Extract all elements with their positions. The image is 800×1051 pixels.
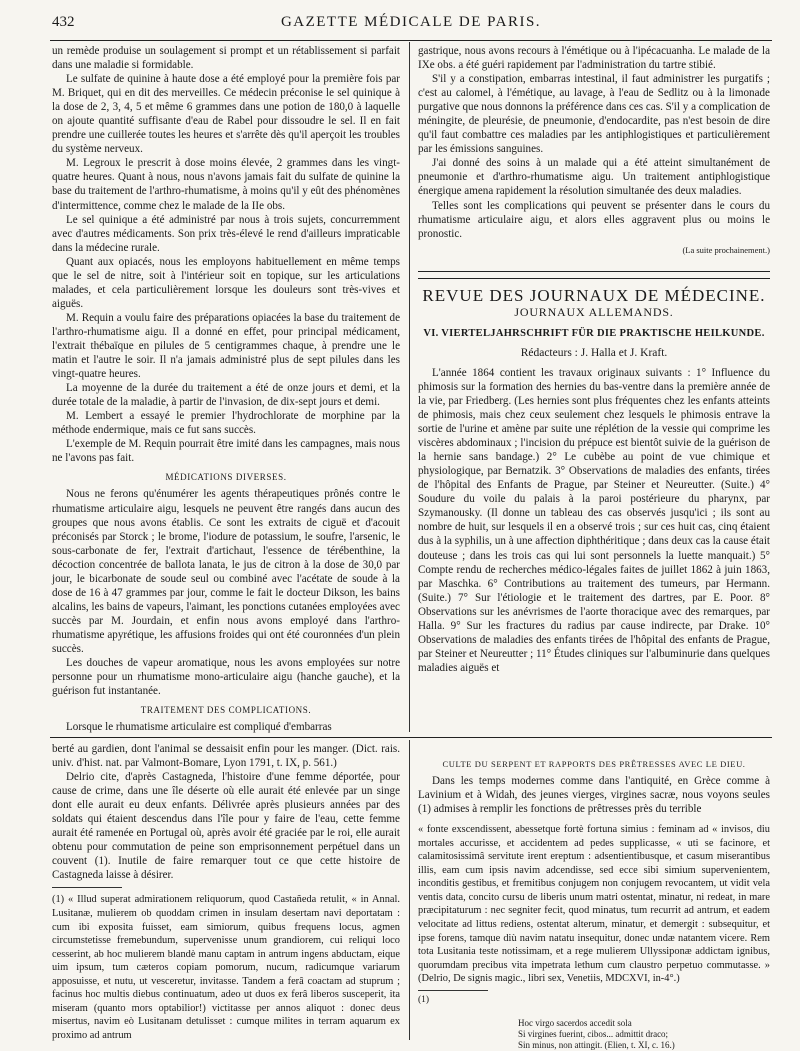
paragraph: M. Lembert a essayé le premier l'hydrochlorate de morphine par la méthode endermique, mais ce fut sans succès. [52, 410, 400, 437]
latin-quote [418, 823, 770, 986]
revue-subtitle: JOURNAUX ALLEMANDS. [514, 304, 674, 319]
editors-line: Rédacteurs : J. Halla et J. Kraft. [520, 346, 668, 359]
paragraph: Lorsque le rhumatisme articulaire est compliqué d'embarras [66, 721, 332, 734]
footer-rule [50, 737, 772, 738]
paragraph: Dans les temps modernes comme dans l'antiquité, en Grèce comme à Lavinium et à Widah, des jeunes vierges, virgines sacræ, nous voyons seules (1) admises à remplir les fonctions de prêtresses près du terrible [418, 775, 770, 816]
paragraph: Delrio cite, d'après Castagneda, l'histoire d'une femme déportée, pour cause de crime, dans une île déserte où elle aurait été enlevée par un singe dont elle aurait eu deux enfants. Délivrée après plusieurs années par des soldats qui étaient descendus dans l'île pour y faire de l'eau, cette femme aurait été ramenée en Portugal où, après avoir été graciée par le roi, elle aurait obtenu pour commutation de peine son emprisonnement perpétuel dans un couvent (1). Inutile de faire remarquer tout ce que cette histoire de Castagneda laisse à désirer. [52, 771, 400, 882]
bottom-right-column [418, 752, 770, 1007]
footnote-text: (1) « Illud superat admirationem reliquorum, quod Castañeda retulit, « in Annal. Lusitanæ, mulierem ob quoddam crimen in insulam desertam navi deportatam : cum ibi exposita fuisset, eam simiorum, quibus frequens locus, agmen circumstetisse fremebundum, supervenisse unum grandiorem, cui reliqui loco cesserint, ab hoc mulierem blandè manu captam in antrum ingens abductam, eique uim ipsum, tum cæteros copiam pomorum, nucum, radicumque variarum apposuisse, et nutu, ut vesceretur, invitasse. Tandem a ferâ coactam ad stuprum ; facinus hoc multis diebus continuatum, adeo ut duos ex ferâ liberos susceperit, ita miseram (quanto mors optabilior!) victitasse per annos aliquot : donec deus misertus, navim eò Lusitanam detulisset : cumque milites in terram aquarum ex proximo ad antrum [52, 894, 400, 1041]
paragraph: L'année 1864 contient les travaux originaux suivants : 1° Influence du phimosis sur la formation des hernies du bas-ventre dans la première année de la vie, par Friedberg. (Les hernies sont plus fréquentes chez les enfants atteints de phimosis, mais chez ceux seulement chez lesquels le phimosis entrave la sortie de l'urine et amène par suite une réplétion de la vessie qui comprime les viscères abdominaux ; l'incision du prépuce est bientôt suivie de la guérison de la hernie sans bandage.) 2° Le cubèbe au point de vue chimique et physiologique, par Bernatzik. 3° Observations de maladies des enfants, tirées de l'hôpital des Enfants de Prague, par Steiner et Neureutter. (Suite.) 4° Soudure du voile du palais à la paroi postérieure du pharynx, par Szymanousky. (Il donne un tableau des cas observés jusqu'ici ; ils sont au nombre de huit, sur lesquels il en a observé trois ; sur ces huit cas, cinq étaient dus à la syphilis, un à une affection diphthéritique ; dans deux cas la cause était douteuse ; dans les trois cas qui lui sont personnels la luette manquait.) 5° Compte rendu de recherches médico-légales faites de juillet 1862 à juin 1863, par Maschka. 6° Contributions au traitement des tumeurs, par Hermann. (Suite.) 7° Sur l'étiologie et le traitement des dartres, par E. Poor. 8° Observations sur les anévrismes de l'aorte thoracique avec des remarques, par Halla. 9° Sur les fractures du radius par cause indirecte, par Drake. 10° Observations de maladies des enfants tirées de l'hôpital des enfants de Prague, par Steiner et Neureutter ; 11° Études cliniques sur l'albuminurie dans quelques maladies aiguës et [418, 366, 770, 674]
paragraph: M. Requin a voulu faire des préparations opiacées la base du traitement de l'arthro-rhumatisme aigu. Il a donné en effet, pour principal médicament, l'extrait thébaïque en pilules de 5 centigrammes chaque, à prendre une le matin et l'autre le soir. Il n'a jamais administré plus de sept pilules dans les vingt-quatre heures. [52, 311, 400, 381]
verse-line: Si virgines fuerint, cibos... admittit draco; [518, 1029, 669, 1039]
quote-text: « fonte exscendissent, abessetque fortè fortuna simius : feminam ad « invisos, diu mortales accurisse, et accidentem ad pedes supplicasse, « uti se facinore, et calamitosissimâ servitute irent ereptum : adsentientibusque, et casum miserantibus illis, eam cum ipsis navim adcendisse, sed ecce sibi simium supervenientem, inconditis gestibus, et fremitibus conjugem non conjugem revocantem, ut vidit vela ventis data, concito cursu de liberis unum matri ostentat, minatur, ni redeat, in mare præcipitaturum : nec segniter fecit, quod minatus, tum recurrit ad antrum, et eadem velocitate ad littus rediens, ostentat alterum, minatur, et demergit : subsequitur, et ipse forens, tamque diù navim natatu insequitur, donec undæ natantem vicere. Rem tota Lusitania teste notissimam, et a rege mulierem Ullyssiponæ addictam ignibus, quorumdam precibus vita impetrata lethum cum claustro perpetuo commutasse. » (Delrio, De signis magic., libri sex, Venetiis, MDCXVI, in-4°.) [418, 824, 770, 985]
paragraph: Quant aux opiacés, nous les employons habituellement en même temps que le sel de nitre, soit à l'intérieur soit en topique, sur les articulations malades, et cela particulièrement lorsque les douleurs sont très-vives et aiguës. [52, 255, 400, 310]
column-divider [409, 42, 410, 732]
section-title: VI. VIERTELJAHRSCHRIFT FÜR DIE PRAKTISCHE HEILKUNDE. [423, 327, 765, 339]
section-heading-serpent: CULTE DU SERPENT ET RAPPORTS DES PRÊTRESSES AVEC LE DIEU. [442, 759, 746, 769]
header-rule [50, 40, 772, 41]
bottom-left-column [52, 742, 400, 1042]
footnote-verse [518, 1018, 758, 1051]
verse-line: Hoc virgo sacerdos accedit sola [518, 1018, 632, 1028]
paragraph: gastrique, nous avons recours à l'émétique ou à l'ipécacuanha. Le malade de la IXe obs. a été guéri rapidement par l'administration du tartre stibié. [418, 45, 770, 72]
paragraph: S'il y a constipation, embarras intestinal, il faut administrer les purgatifs ; c'est au calomel, à l'émétique, au lavage, à l'eau de Sedlitz ou à la limonade purgative que nous donnons la préférence dans ces cas. S'il y a complication de méningite, de pleurésie, de pneumonie, d'endocardite, pas n'est besoin de dire qu'il faut combattre ces maladies par les antiphlogistiques et particulièrement par les émissions sanguines. [418, 73, 770, 156]
paragraph: berté au gardien, dont l'animal se dessaisit enfin pour les manger. (Dict. rais. univ. d'hist. nat. par Valmont-Bomare, Lyon 1791, t. IX, p. 561.) [52, 743, 400, 770]
footnote [52, 893, 400, 1042]
paragraph: Le sulfate de quinine à haute dose a été employé pour la première fois par M. Briquet, qui en dit des merveilles. Ce médecin préconise le sel quinique à la dose de 2, 3, 4, 5 et même 6 grammes dans une potion de 180,0 à laquelle on ajoute quantité suffisante d'eau de Rabel pour dissoudre le sel. Il en fait prendre une cuillerée toutes les heures et s'arrête dès qu'il aperçoit les troubles du système nerveux. [52, 73, 400, 156]
paragraph: Le sel quinique a été administré par nous à trois sujets, concurremment avec d'autres médicaments. Son prix très-élevé le rend d'ailleurs impraticable dans la médecine rurale. [52, 213, 400, 254]
journal-title: GAZETTE MÉDICALE DE PARIS. [280, 14, 542, 30]
paragraph: Nous ne ferons qu'énumérer les agents thérapeutiques prônés contre le rhumatisme articulaire aigu, lesquels ne peuvent être rangés dans aucun des groupes que nous avons établis. Ce sont les extraits de ciguë et d'acouit préconisés par Storck ; le brome, l'iodure de potassium, le soufre, l'arsenic, le sous-carbonate de fer, l'extrait d'artichaut, l'essence de térébenthine, la décoction concentrée de ballota lanata, le jus de citron à la dose de 30,0 par jour, le bicarbonate de soude seul ou combiné avec l'acétate de soude à la dose de 16 à 47 grammes par jour, comme le fait le docteur Dikson, les bains alcalins, les bains de vapeurs, l'aimant, les ponctions cutanées employées avec succès par M. Jourdain, et enfin nous avons employé dans l'arthro-rhumatisme apyrétique, les affusions froides qui ont été couronnées d'un plein succès. [52, 488, 400, 655]
right-column [418, 44, 770, 675]
section-heading-complications: TRAITEMENT DES COMPLICATIONS. [140, 705, 312, 716]
to-be-continued: (La suite prochainement.) [682, 244, 770, 255]
double-rule [418, 271, 770, 279]
page-header [52, 12, 770, 36]
column-divider-bottom [409, 740, 410, 1040]
paragraph: J'ai donné des soins à un malade qui a été atteint simultanément de pneumonie et d'arthro-rhumatisme aigu. Un traitement antiphlogistique énergique amena rapidement la résolution simultanée des deux maladies. [418, 157, 770, 198]
footnote-rule [418, 990, 488, 991]
paragraph: un remède produise un soulagement si prompt et un rétablissement si parfait dans une maladie si formidable. [52, 45, 400, 72]
revue-title: REVUE DES JOURNAUX DE MÉDECINE. [422, 285, 766, 305]
page-number: 432 [52, 14, 75, 30]
paragraph: Les douches de vapeur aromatique, nous les avons employées sur notre personne pour un rhumatisme mono-articulaire aigu (hanche gauche), et la guérison fut instantanée. [52, 657, 400, 698]
footnote-rule [52, 887, 122, 888]
paragraph: La moyenne de la durée du traitement a été de onze jours et demi, et la durée totale de la maladie, à partir de l'invasion, de dix-sept jours et demi. [52, 382, 400, 409]
paragraph: Telles sont les complications qui peuvent se présenter dans le cours du rhumatisme articulaire aigu, et alors elles aggravent plus ou moins le pronostic. [418, 199, 770, 240]
paragraph: L'exemple de M. Requin pourrait être imité dans les campagnes, mais nous ne l'avons pas fait. [52, 438, 400, 465]
section-heading-medications: MÉDICATIONS DIVERSES. [165, 472, 287, 483]
left-column [52, 44, 400, 734]
paragraph: M. Legroux le prescrit à dose moins élevée, 2 grammes dans les vingt-quatre heures. Quant à nous, nous n'avons jamais fait du sulfate de quinine la base du traitement de l'arthro-rhumatisme, à moins qu'il y eût des phénomènes d'intermittence, comme chez le malade de la IIe obs. [52, 157, 400, 212]
footnote-marker: (1) [418, 994, 430, 1005]
verse-line: Sin minus, non attingit. (Elien, t. XI, c. 16.) [518, 1040, 675, 1050]
